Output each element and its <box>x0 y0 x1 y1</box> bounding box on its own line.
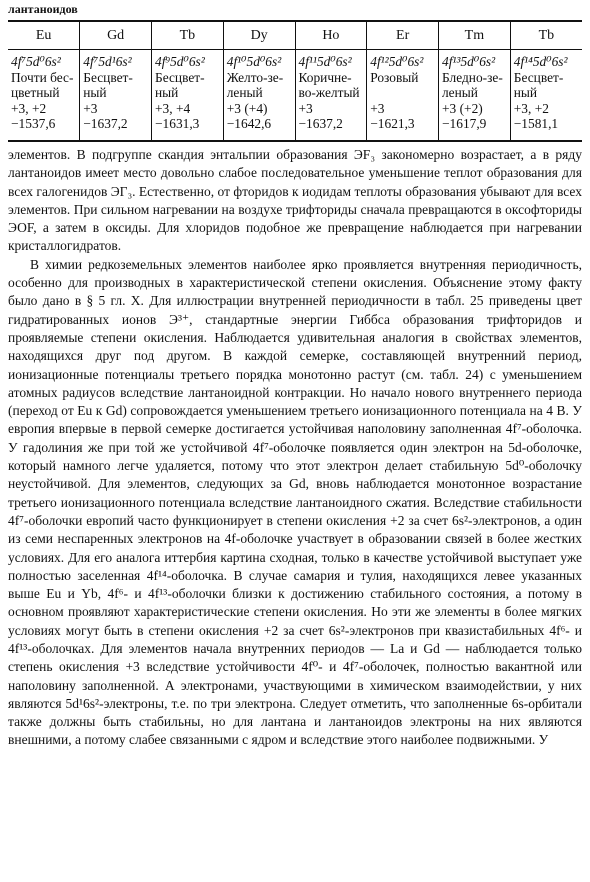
oxidation-states: +3, +4 <box>155 100 191 116</box>
gibbs-energy: −1621,3 <box>370 116 415 132</box>
table-row <box>8 50 582 141</box>
element-header: Er <box>367 21 439 50</box>
element-header: Dy <box>223 21 295 50</box>
table-cell <box>152 50 224 141</box>
ion-color: Бесцвет- <box>83 69 133 85</box>
electron-config: 4f¹¹5d⁰6s² <box>298 54 352 69</box>
table-header-row <box>8 21 582 50</box>
element-header: Gd <box>80 21 152 50</box>
ion-color: во-желтый <box>298 85 360 101</box>
ion-color: Желто-зе- <box>226 69 284 85</box>
table-cell <box>8 50 80 141</box>
electron-config: 4f¹⁴5d⁰6s² <box>513 54 568 69</box>
ion-color: ный <box>83 85 107 101</box>
gibbs-energy: −1537,6 <box>11 116 56 132</box>
oxidation-states: +3 <box>370 100 385 116</box>
electron-config: 4f¹⁰5d⁰6s² <box>226 54 282 69</box>
paragraph: В химии редкоземельных элементов наиболее ярко проявляется внутренняя периодичность, особенно для производных в характеристической степени окисления. Объяснение этому факту было дано в § 5 гл. X. Для иллюстрации внутренней периодичности в табл. 25 приведены цвет гидратированных ионов Э³⁺, стандартные энергии Гиббса образования трифторидов и проявляемые степени окисления. Наблюдается удивительная аналогия в свойствах элементов, находящихся друг под другом. В каждой семерке, составляющей внутренний период, ионизационные потенциалы третьего порядка монотонно растут (см. табл. 24) с уменьшением атомных радиусов вследствие лантаноидной контракции. Но начало нового внутреннего периода (переход от Eu к Gd) сопровождается уменьшением третьего ионизационного потенциала на 4 В. У европия впервые в первой семерке достигается устойчивая наполовину заполненная 4f⁷-оболочка. У гадолиния же при той же устойчивой 4f⁷-оболочке появляется один электрон на 5d-оболочке, который намного легче удаляется, потому что этот электрон делает стабильную 5d⁰-оболочку неустойчивой. Для элементов, следующих за Gd, вновь наблюдается монотонное возрастание третьего ионизационного потенциала вследствие лантаноидного сжатия. Вследствие стабильности 4f⁷-оболочки европий часто функционирует в степени окисления +2 за счет 6s²-электронов, а один из семи неспаренных электронов на 4f-оболочке участвует в образовании связей в более жестких условиях. Для его аналога иттербия картина сходная, только в качестве устойчивой выступает уже полностью заселенная 4f¹⁴-оболочка. В случае самария и тулия, находящихся левее указанных выше Eu и Yb, 4f⁶- и 4f¹³-оболочки близки к достижению стабильного состояния, а потому в основном проявляют характеристические степени окисления. Но эти же элементы в более мягких условиях могут быть в степени окисления +2 за счет 6s²-электронов при квазистабильных 4f⁶- и 4f¹³-оболочках. Для элементов начала внутренних периодов — La и Gd — наблюдается только степень окисления +3 вследствие устойчивости 4f⁰- и 4f⁷-оболочек, полностью вакантной или наполовину заполненной. А электронами, участвующими в химическом взаимодействии, у них являются 5d¹6s²-электроны, т.е. по три электрона. Следует отметить, что заполненные 6s-орбитали также должны быть стабильны, но для лантана и лантаноидов электроны на них являются внешними, а потому слабее связанными с ядром и вследствие этого наиболее подвижными. У <box>8 256 582 748</box>
table-cell <box>367 50 439 141</box>
ion-color: Бесцвет- <box>513 69 564 85</box>
body-text <box>8 146 582 750</box>
oxidation-states: +3, +2 <box>513 100 549 116</box>
ion-color: ный <box>513 85 538 101</box>
gibbs-energy: −1617,9 <box>442 116 487 132</box>
ion-color: Розовый <box>370 69 419 85</box>
ion-color: Почти бес- <box>11 69 74 85</box>
oxidation-states: +3 <box>83 100 98 116</box>
paragraph: элементов. В подгруппе скандия энтальпии образования ЭF₃ закономерно возрастает, а в ряду лантаноидов имеет место довольно слабое последовательное уменьшение теплот образования для всех галогенидов ЭГ₃. Естественно, от фторидов к иодидам теплоты образования убывают для всех элементов. При сильном нагревании на воздухе трифториды сначала превращаются в оксофториды ЭОF, а затем в оксиды. Для хлоридов подобное же превращение наблюдается при нагревании кристаллогидратов. <box>8 146 582 254</box>
table-caption: лантаноидов <box>8 2 78 16</box>
gibbs-energy: −1637,2 <box>83 116 128 132</box>
gibbs-energy: −1637,2 <box>298 116 343 132</box>
ion-color: Бледно-зе- <box>442 69 503 85</box>
ion-color: Коричне- <box>298 69 352 85</box>
table-cell <box>80 50 152 141</box>
page <box>0 2 590 882</box>
oxidation-states: +3 <box>298 100 313 116</box>
gibbs-energy: −1642,6 <box>226 116 272 132</box>
oxidation-states: +3 (+2) <box>442 100 483 116</box>
electron-config: 4f¹³5d⁰6s² <box>442 54 496 69</box>
ion-color: цветный <box>11 85 60 101</box>
oxidation-states: +3 (+4) <box>226 100 268 116</box>
table-cell <box>295 50 367 141</box>
lanthanide-table <box>8 20 582 142</box>
gibbs-energy: −1631,3 <box>155 116 200 132</box>
ion-color: леный <box>442 85 478 101</box>
electron-config: 4f⁷5d⁰6s² <box>11 54 61 69</box>
ion-color: Бесцвет- <box>155 69 205 85</box>
table-cell <box>223 50 295 141</box>
element-header: Tm <box>439 21 511 50</box>
ion-color <box>370 85 436 101</box>
electron-config: 4f⁷5d¹6s² <box>83 54 132 69</box>
oxidation-states: +3, +2 <box>11 100 47 116</box>
electron-config: 4f¹²5d⁰6s² <box>370 54 424 69</box>
table-cell <box>510 50 582 141</box>
element-header: Tb <box>510 21 582 50</box>
table-cell <box>439 50 511 141</box>
electron-config: 4f⁹5d⁰6s² <box>155 54 205 69</box>
element-header: Tb <box>152 21 224 50</box>
element-header: Eu <box>8 21 80 50</box>
ion-color: ный <box>155 85 179 101</box>
ion-color: леный <box>226 85 263 101</box>
element-header: Ho <box>295 21 367 50</box>
gibbs-energy: −1581,1 <box>513 116 559 132</box>
